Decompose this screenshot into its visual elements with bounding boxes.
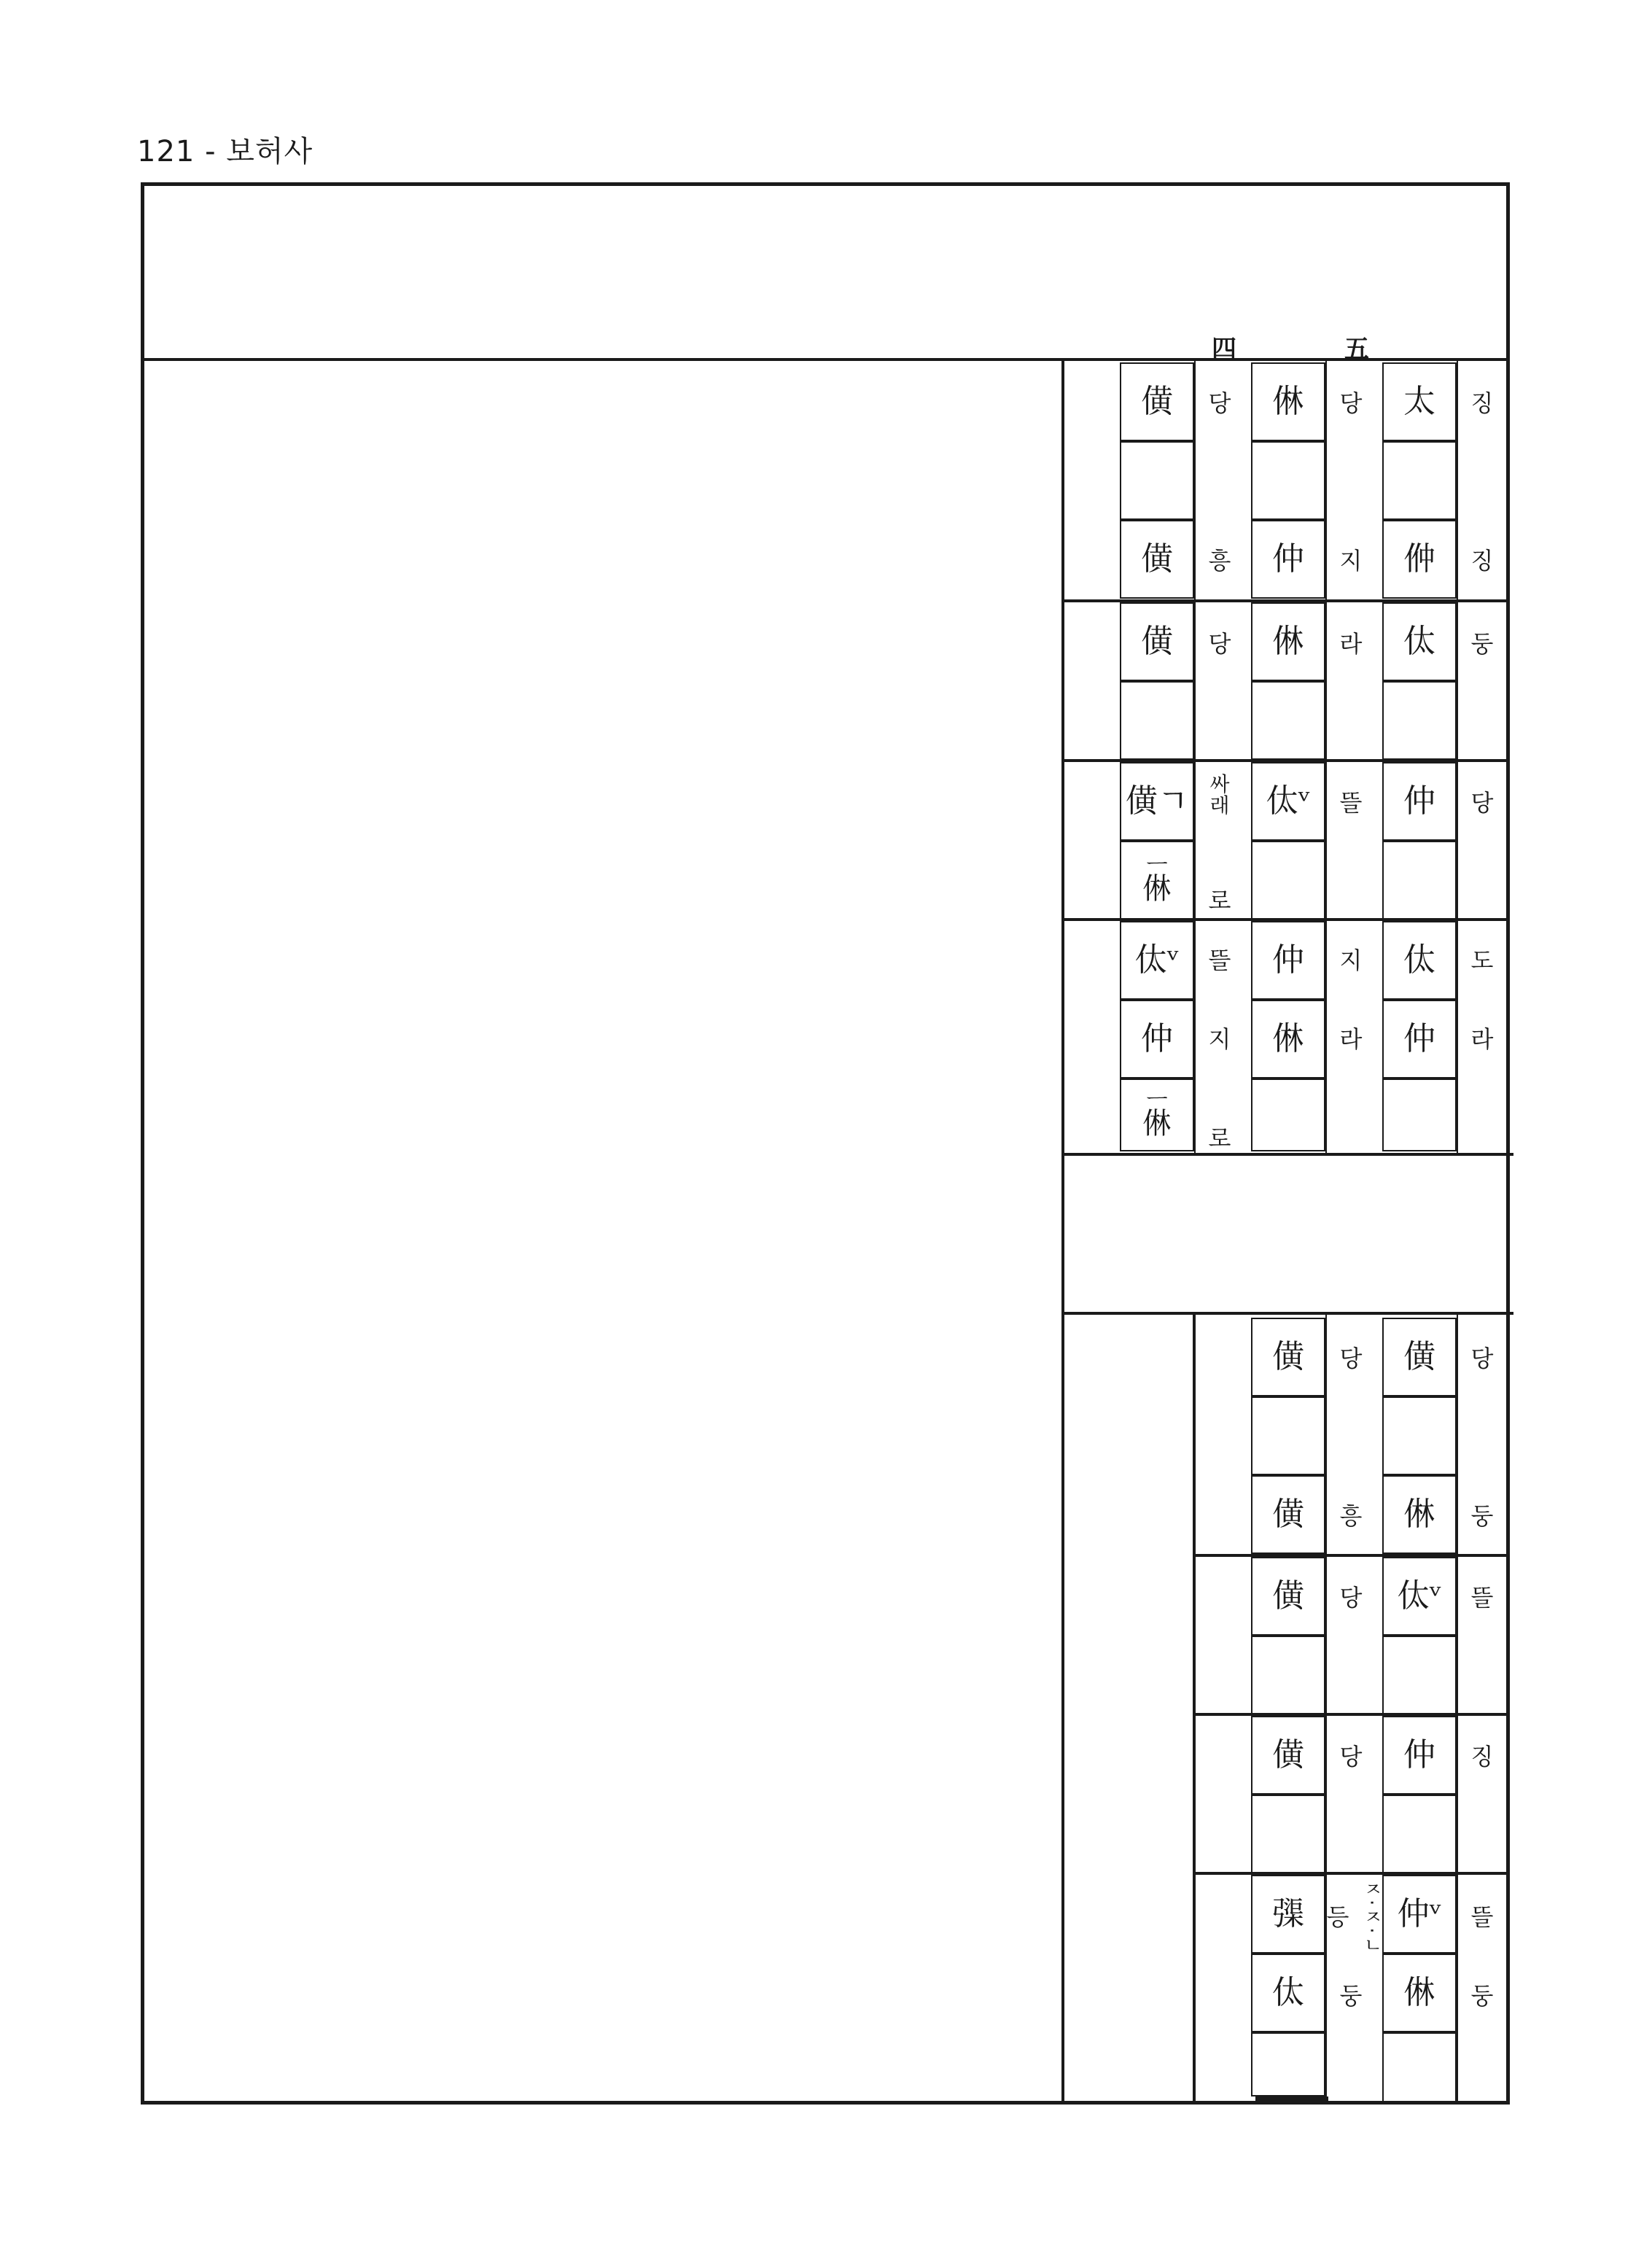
lyric-syllable: 뜰 bbox=[1339, 789, 1363, 817]
lyric-syllable: 흥 bbox=[1339, 1502, 1363, 1530]
lower-inner-divider bbox=[1193, 1313, 1196, 2104]
jeonggan-cell: 僙 bbox=[1251, 1716, 1325, 1795]
jeonggan-cell: 㑀 bbox=[1382, 921, 1457, 1000]
jeonggan-cell-empty bbox=[1382, 441, 1457, 520]
score-frame bbox=[141, 182, 1510, 2105]
jeonggan-cell-empty bbox=[1251, 1636, 1325, 1714]
final-bar-mark bbox=[1255, 2096, 1328, 2102]
jeonggan-cell: 㑀ᵛ bbox=[1382, 1557, 1457, 1636]
lyric-syllable: 지 bbox=[1339, 947, 1363, 974]
jeonggan-cell-empty bbox=[1251, 1396, 1325, 1475]
lyric-syllable: 도 bbox=[1470, 947, 1494, 974]
jeonggan-cell: 僙 bbox=[1251, 1318, 1325, 1396]
jeonggan-cell-empty bbox=[1382, 841, 1457, 920]
top-header-band bbox=[144, 186, 1506, 364]
lyric-syllable: 당 bbox=[1339, 1584, 1363, 1612]
jeonggan-cell: 㑣 bbox=[1382, 1954, 1457, 2032]
jeonggan-cell: 僙 bbox=[1120, 520, 1194, 599]
lyric-syllable: 라 bbox=[1470, 1025, 1494, 1053]
jeonggan-cell: 㑖 bbox=[1382, 520, 1457, 599]
column-number-four: 四 bbox=[1212, 335, 1236, 364]
jeonggan-cell-empty bbox=[1251, 1795, 1325, 1873]
jeonggan-cell: ㅡ 㑣 bbox=[1120, 841, 1194, 920]
lower-block-sep-3 bbox=[1194, 1872, 1510, 1875]
jeonggan-cell: 僙 bbox=[1251, 1557, 1325, 1636]
lyric-syllable: 뜰 bbox=[1470, 1903, 1494, 1931]
jeonggan-cell: 仲 bbox=[1382, 762, 1457, 841]
lyric-syllable: 뜰 bbox=[1470, 1584, 1494, 1612]
lyric-syllable: 라 bbox=[1339, 1025, 1363, 1053]
lower-block-sep-2 bbox=[1194, 1713, 1510, 1716]
jeonggan-cell-empty bbox=[1251, 681, 1325, 760]
jeonggan-cell-empty bbox=[1382, 1079, 1457, 1151]
jeonggan-cell-empty bbox=[1382, 681, 1457, 760]
jeonggan-cell-empty bbox=[1382, 1795, 1457, 1873]
jeonggan-cell: 仲 bbox=[1251, 520, 1325, 599]
lyric-syllable: 징 bbox=[1470, 547, 1494, 575]
jeonggan-cell-empty bbox=[1251, 1079, 1325, 1151]
jeonggan-cell: 㑀ᵛ bbox=[1120, 921, 1194, 1000]
lyric-syllable: 흥 bbox=[1208, 547, 1231, 575]
lyric-syllable: 당 bbox=[1470, 1345, 1494, 1372]
jeonggan-cell-empty bbox=[1251, 841, 1325, 920]
jeonggan-cell: 仲 bbox=[1382, 1716, 1457, 1795]
jeonggan-cell: 㑀 bbox=[1382, 602, 1457, 681]
lyric-syllable: 당 bbox=[1339, 1743, 1363, 1771]
jeonggan-cell: 仲 bbox=[1382, 1000, 1457, 1079]
lyric-syllable: 지 bbox=[1208, 1025, 1231, 1053]
lyric-syllable: 둥 bbox=[1470, 1982, 1494, 2010]
jeonggan-cell: 㑀 bbox=[1251, 1954, 1325, 2032]
lyric-syllable: 당 bbox=[1208, 630, 1231, 658]
jeonggan-cell: 㑣 bbox=[1382, 1475, 1457, 1554]
lyric-syllable: 당 bbox=[1470, 789, 1494, 817]
lyric-syllable: 둥 bbox=[1339, 1982, 1363, 2010]
page-header: 121 - 보허사 bbox=[137, 135, 313, 168]
lyric-syllable: 둥 bbox=[1470, 630, 1494, 658]
jeonggan-cell: 㑀ᵛ bbox=[1251, 762, 1325, 841]
lyric-syllable: 로 bbox=[1208, 887, 1231, 914]
jeonggan-cell: 㑣 bbox=[1251, 1000, 1325, 1079]
jeonggan-cell: 僙 bbox=[1382, 1318, 1457, 1396]
lyric-syllable: 둥 bbox=[1470, 1502, 1494, 1530]
jeonggan-cell: 㑣 bbox=[1251, 362, 1325, 441]
jeonggan-cell: 僙ㄱ bbox=[1120, 762, 1194, 841]
jeonggan-cell: 太 bbox=[1382, 362, 1457, 441]
jeonggan-cell: 仲 bbox=[1251, 921, 1325, 1000]
jeonggan-cell-empty bbox=[1382, 2032, 1457, 2104]
jeonggan-cell-empty bbox=[1251, 2032, 1325, 2096]
lyric-syllable: 뜰 bbox=[1208, 947, 1231, 974]
lyric-syllable: 당 bbox=[1339, 1345, 1363, 1372]
jeonggan-cell: 仲ᵛ bbox=[1382, 1875, 1457, 1954]
score-gap-band bbox=[1063, 1153, 1513, 1315]
ornament-annotation: ㅈ·ㅈ·ㄴ bbox=[1360, 1879, 1382, 1956]
jeonggan-cell-empty bbox=[1382, 1396, 1457, 1475]
lyric-syllable: 당 bbox=[1339, 389, 1363, 417]
jeonggan-cell-empty bbox=[1120, 681, 1194, 760]
lyric-syllable: 징 bbox=[1470, 1743, 1494, 1771]
jeonggan-cell: 㣄 bbox=[1251, 1875, 1325, 1954]
jeonggan-cell: 僙 bbox=[1120, 362, 1194, 441]
jeonggan-cell: 仲 bbox=[1120, 1000, 1194, 1079]
lower-block-sep-1 bbox=[1194, 1554, 1510, 1557]
jeonggan-cell: 僙 bbox=[1120, 602, 1194, 681]
jeonggan-cell-empty bbox=[1251, 441, 1325, 520]
lyric-syllable: 징 bbox=[1470, 389, 1494, 417]
lyric-syllable: 싸 래 bbox=[1209, 772, 1230, 818]
lyric-syllable: 로 bbox=[1208, 1124, 1231, 1152]
jeonggan-cell: ㅡ 㑣 bbox=[1120, 1079, 1194, 1151]
lyric-syllable: 등 bbox=[1326, 1903, 1349, 1931]
jeonggan-cell: 㑣 bbox=[1251, 602, 1325, 681]
column-number-five: 五 bbox=[1344, 335, 1369, 364]
jeonggan-cell: 僙 bbox=[1251, 1475, 1325, 1554]
lyric-syllable: 당 bbox=[1208, 389, 1231, 417]
lyric-syllable: 지 bbox=[1339, 547, 1363, 575]
jeonggan-cell-empty bbox=[1120, 441, 1194, 520]
jeonggan-cell-empty bbox=[1382, 1636, 1457, 1714]
lyric-syllable: 라 bbox=[1339, 630, 1363, 658]
